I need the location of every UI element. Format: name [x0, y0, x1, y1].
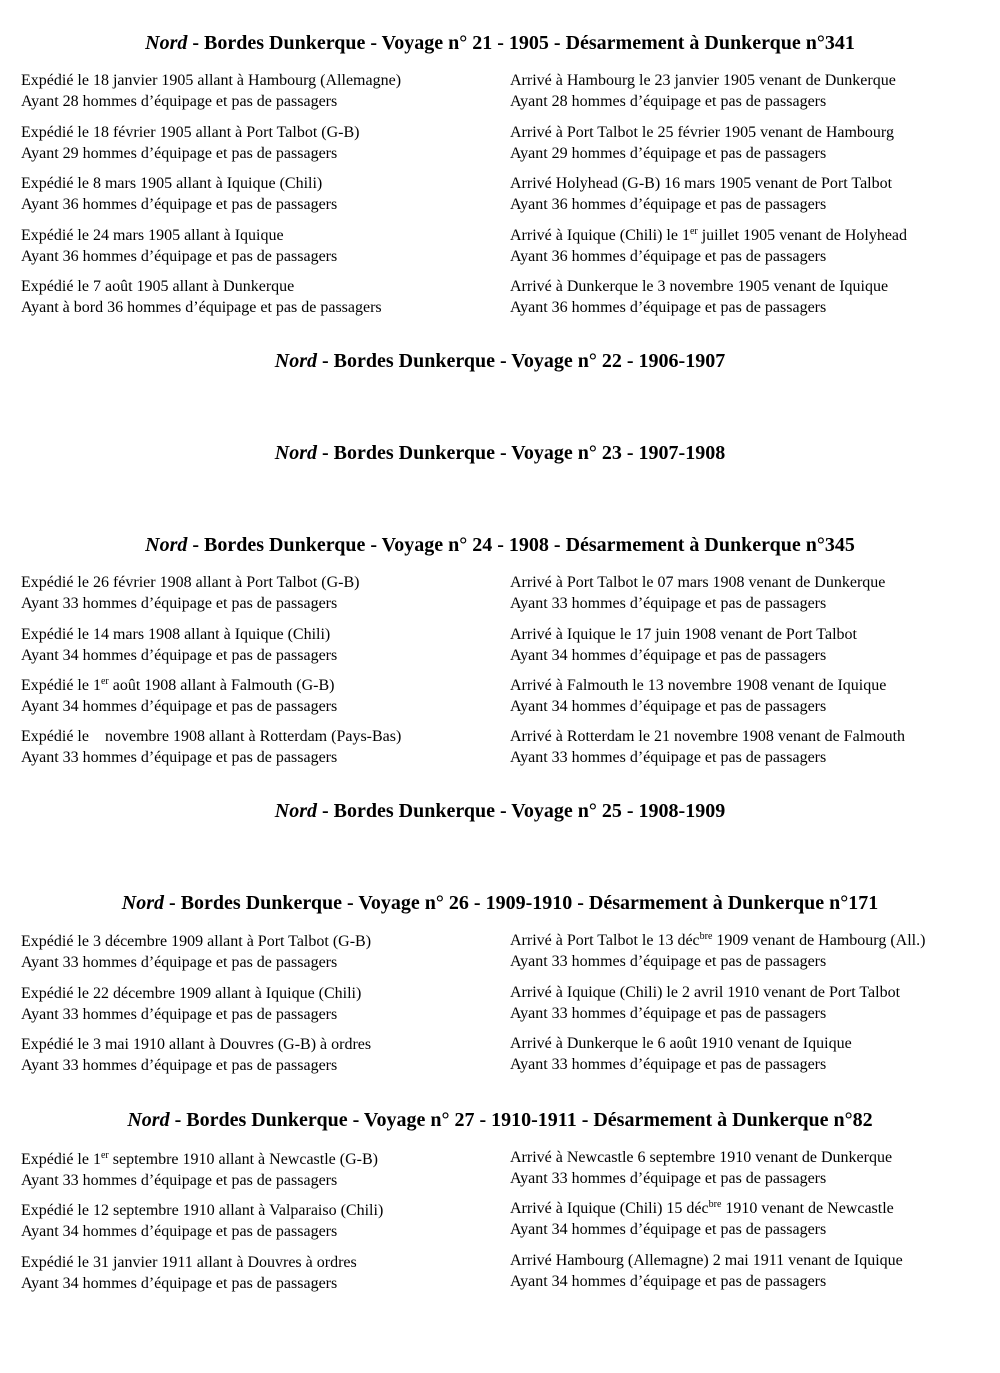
section-title-voyage-24: Nord - Bordes Dunkerque - Voyage n° 24 - 1908 - Désarmement à Dunkerque n°345 — [145, 534, 855, 556]
arrival-entry: Arrivé Hambourg (Allemagne) 2 mai 1911 venant de Iquique Ayant 34 hommes d’équipage et pas de passagers — [510, 1252, 903, 1290]
departure-entry: Expédié le 26 février 1908 allant à Port Talbot (G-B) Ayant 33 hommes d’équipage et pas de passagers — [21, 574, 360, 612]
departure-entry: Expédié le 1er août 1908 allant à Falmouth (G-B) Ayant 34 hommes d’équipage et pas de passagers — [21, 676, 338, 715]
departure-entry: Expédié le 31 janvier 1911 allant à Douvres à ordres Ayant 34 hommes d’équipage et pas de passagers — [21, 1254, 357, 1292]
arrival-entry: Arrivé à Iquique (Chili) 15 déc$^{bre}$ 1910 venant de Newcastle Ayant 34 hommes d’équipage et pas de passagers — [510, 1199, 894, 1238]
arrival-entry: Arrivé Holyhead (G-B) 16 mars 1905 venant de Port Talbot Ayant 36 hommes d’équipage et pas de passagers — [510, 175, 893, 213]
departure-entry: Expédié le 22 décembre 1909 allant à Iquique (Chili) Ayant 33 hommes d’équipage et pas de passagers — [21, 985, 362, 1023]
departure-entry: Expédié le 1er septembre 1910 allant à Newcastle (G-B) Ayant 33 hommes d’équipage et pas de passagers — [21, 1150, 378, 1189]
section-title-voyage-22: Nord - Bordes Dunkerque - Voyage n° 22 - 1906-1907 — [274, 350, 726, 372]
arrival-entry: Arrivé à Dunkerque le 3 novembre 1905 venant de Iquique Ayant 36 hommes d’équipage et pas de passagers — [510, 278, 889, 316]
arrival-entry: Arrivé à Port Talbot le 07 mars 1908 venant de Dunkerque Ayant 33 hommes d’équipage et pas de passagers — [510, 574, 886, 612]
section-title-voyage-21: Nord - Bordes Dunkerque - Voyage n° 21 - 1905 - Désarmement à Dunkerque n°341 — [145, 32, 855, 54]
section-title-voyage-27: Nord - Bordes Dunkerque - Voyage n° 27 - 1910-1911 - Désarmement à Dunkerque n°82 — [127, 1109, 873, 1131]
departure-entry: Expédié le 24 mars 1905 allant à Iquique Ayant 36 hommes d’équipage et pas de passagers — [21, 227, 338, 265]
departure-entry: Expédié le 8 mars 1905 allant à Iquique (Chili) Ayant 36 hommes d’équipage et pas de passagers — [21, 175, 338, 213]
arrival-entry: Arrivé à Dunkerque le 6 août 1910 venant de Iquique Ayant 33 hommes d’équipage et pas de passagers — [510, 1035, 852, 1073]
arrival-entry: Arrivé à Hambourg le 23 janvier 1905 venant de Dunkerque Ayant 28 hommes d’équipage et pas de passagers — [510, 72, 896, 110]
section-title-voyage-26: Nord - Bordes Dunkerque - Voyage n° 26 - 1909-1910 - Désarmement à Dunkerque n°171 — [121, 892, 879, 914]
arrival-entry: Arrivé à Iquique (Chili) le 1er juillet 1905 venant de Holyhead Ayant 36 hommes d’équipage et pas de passagers — [510, 226, 908, 265]
arrival-entry: Arrivé à Rotterdam le 21 novembre 1908 venant de Falmouth Ayant 33 hommes d’équipage et pas de passagers — [510, 728, 906, 766]
departure-entry: Expédié le 12 septembre 1910 allant à Valparaiso (Chili) Ayant 34 hommes d’équipage et pas de passagers — [21, 1202, 384, 1240]
arrival-entry: Arrivé à Iquique (Chili) le 2 avril 1910 venant de Port Talbot Ayant 33 hommes d’équipage et pas de passagers — [510, 984, 901, 1022]
departure-entry: Expédié le 7 août 1905 allant à Dunkerque Ayant à bord 36 hommes d’équipage et pas de passagers — [21, 278, 382, 316]
departure-entry: Expédié le 3 décembre 1909 allant à Port Talbot (G-B) Ayant 33 hommes d’équipage et pas de passagers — [21, 933, 372, 971]
departure-entry: Expédié le novembre 1908 allant à Rotterdam (Pays-Bas) Ayant 33 hommes d’équipage et pas de passagers — [21, 728, 402, 766]
arrival-entry: Arrivé à Falmouth le 13 novembre 1908 venant de Iquique Ayant 34 hommes d’équipage et pas de passagers — [510, 677, 887, 715]
arrival-entry: Arrivé à Iquique le 17 juin 1908 venant de Port Talbot Ayant 34 hommes d’équipage et pas de passagers — [510, 626, 857, 664]
arrival-entry: Arrivé à Newcastle 6 septembre 1910 venant de Dunkerque Ayant 33 hommes d’équipage et pas de passagers — [510, 1149, 893, 1187]
section-title-voyage-23: Nord - Bordes Dunkerque - Voyage n° 23 - 1907-1908 — [274, 442, 726, 464]
departure-entry: Expédié le 18 février 1905 allant à Port Talbot (G-B) Ayant 29 hommes d’équipage et pas de passagers — [21, 124, 360, 162]
section-title-voyage-25: Nord - Bordes Dunkerque - Voyage n° 25 - 1908-1909 — [274, 800, 726, 822]
departure-entry: Expédié le 18 janvier 1905 allant à Hambourg (Allemagne) Ayant 28 hommes d’équipage et pas de passagers — [21, 72, 402, 110]
arrival-entry: Arrivé à Port Talbot le 13 déc$^{bre}$ 1909 venant de Hambourg (All.) Ayant 33 hommes d’équipage et pas de passagers — [510, 931, 926, 970]
arrival-entry: Arrivé à Port Talbot le 25 février 1905 venant de Hambourg Ayant 29 hommes d’équipage et pas de passagers — [510, 124, 894, 162]
departure-entry: Expédié le 14 mars 1908 allant à Iquique (Chili) Ayant 34 hommes d’équipage et pas de passagers — [21, 626, 338, 664]
departure-entry: Expédié le 3 mai 1910 allant à Douvres (G-B) à ordres Ayant 33 hommes d’équipage et pas de passagers — [21, 1036, 372, 1074]
